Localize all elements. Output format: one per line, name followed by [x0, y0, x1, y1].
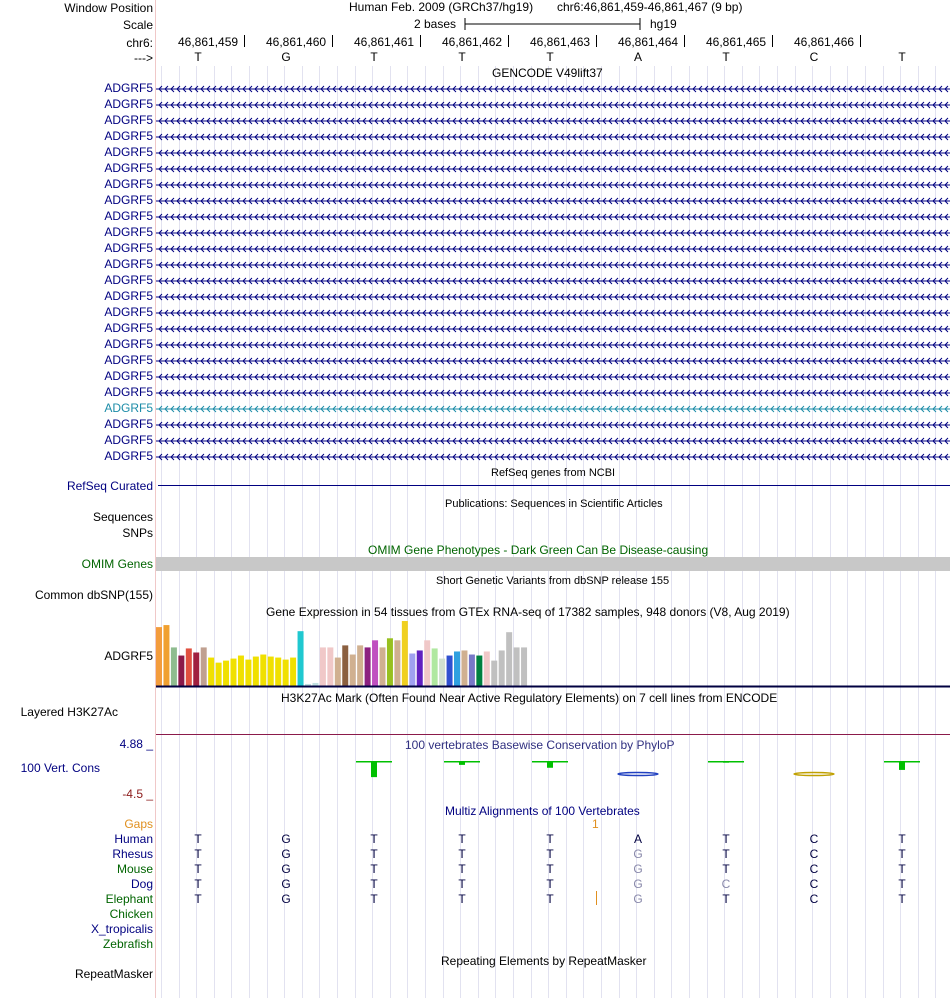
- alignment-base: G: [281, 847, 291, 861]
- ruler-position: 46,861,459: [178, 35, 239, 49]
- gtex-tissue-bar[interactable]: [193, 652, 199, 686]
- gencode-transcript-label[interactable]: ADGRF5: [104, 289, 153, 303]
- gtex-tissue-bar[interactable]: [439, 659, 445, 686]
- gtex-tissue-bar[interactable]: [201, 647, 207, 686]
- gtex-tissue-bar[interactable]: [171, 647, 177, 686]
- scale-label: Scale: [122, 18, 153, 32]
- gtex-tissue-bar[interactable]: [342, 645, 348, 686]
- ruler-position: 46,861,464: [618, 35, 679, 49]
- scale-db: hg19: [650, 17, 677, 31]
- alignment-base: G: [281, 862, 291, 876]
- alignment-base: T: [194, 832, 202, 846]
- strand-label: --->: [134, 51, 153, 65]
- base-letter: G: [281, 50, 291, 64]
- gtex-tissue-bar[interactable]: [238, 656, 244, 686]
- phylop-min-label: -4.5 _: [122, 787, 153, 801]
- base-letter: T: [458, 50, 466, 64]
- h3k27ac-title: H3K27Ac Mark (Often Found Near Active Regulatory Elements) on 7 cell lines from ENCODE: [281, 691, 778, 705]
- alignment-base: A: [633, 832, 642, 846]
- species-label[interactable]: Dog: [130, 877, 153, 891]
- track-labels: [0, 0, 155, 998]
- dbsnp-label[interactable]: Common dbSNP(155): [34, 588, 153, 602]
- alignment-base: T: [194, 847, 202, 861]
- gtex-tissue-bar[interactable]: [260, 655, 266, 686]
- alignment-base: C: [809, 832, 819, 846]
- alignment-base: T: [898, 832, 906, 846]
- gtex-tissue-bar[interactable]: [216, 663, 222, 686]
- ruler-position: 46,861,465: [706, 35, 767, 49]
- gencode-transcript-label[interactable]: ADGRF5: [104, 449, 153, 463]
- elephant-gap-mark: [596, 891, 597, 905]
- phylop-score-bar[interactable]: [459, 762, 465, 765]
- gencode-transcript-label[interactable]: ADGRF5: [104, 273, 153, 287]
- gtex-tissue-bar[interactable]: [186, 648, 192, 686]
- gencode-transcript-label[interactable]: ADGRF5: [104, 193, 153, 207]
- ruler-position: 46,861,463: [530, 35, 591, 49]
- alignment-base: T: [546, 877, 554, 891]
- gencode-transcript-label[interactable]: ADGRF5: [104, 145, 153, 159]
- phylop-score-bar[interactable]: [899, 762, 905, 770]
- alignment-base: T: [898, 892, 906, 906]
- gencode-title: GENCODE V49lift37: [492, 66, 603, 80]
- alignment-base: G: [281, 892, 291, 906]
- gtex-label[interactable]: ADGRF5: [104, 649, 153, 663]
- gencode-transcript-label[interactable]: ADGRF5: [104, 97, 153, 111]
- species-label[interactable]: Rhesus: [112, 847, 153, 861]
- multiz-title: Multiz Alignments of 100 Vertebrates: [445, 804, 640, 818]
- refseq-label[interactable]: RefSeq Curated: [66, 479, 153, 493]
- window-position-label: Window Position: [64, 1, 153, 15]
- gtex-tissue-bar[interactable]: [298, 631, 304, 686]
- alignment-base: T: [898, 862, 906, 876]
- gtex-tissue-bar[interactable]: [461, 650, 467, 686]
- gtex-title: Gene Expression in 54 tissues from GTEx RNA-seq of 17382 samples, 948 donors (V8, Aug 2019): [266, 605, 790, 619]
- gtex-tissue-bar[interactable]: [454, 651, 460, 686]
- gencode-transcript-label[interactable]: ADGRF5: [104, 369, 153, 383]
- publications-sequences-label[interactable]: Sequences: [92, 510, 153, 524]
- refseq-gene-line[interactable]: [158, 485, 950, 486]
- alignment-base: T: [458, 832, 466, 846]
- phylop-track[interactable]: [156, 752, 950, 792]
- publications-snps-label[interactable]: SNPs: [122, 526, 153, 540]
- phylop-label[interactable]: 100 Vert. Cons: [20, 761, 100, 775]
- gtex-tissue-bar[interactable]: [432, 648, 438, 686]
- gencode-transcript-label[interactable]: ADGRF5: [104, 129, 153, 143]
- base-letter: T: [194, 50, 202, 64]
- ruler-tick: [332, 35, 333, 47]
- gencode-transcript-label[interactable]: ADGRF5: [104, 305, 153, 319]
- gtex-tissue-bar[interactable]: [380, 647, 386, 686]
- alignment-base: T: [546, 892, 554, 906]
- alignment-base: T: [370, 892, 378, 906]
- alignment-base: T: [194, 862, 202, 876]
- alignment-base: T: [370, 877, 378, 891]
- alignment-base: T: [458, 847, 466, 861]
- phylop-score-bar[interactable]: [618, 773, 658, 776]
- chrom-label: chr6:: [126, 36, 153, 50]
- browser-image[interactable]: [156, 0, 950, 998]
- alignment-base: T: [722, 892, 730, 906]
- species-label[interactable]: Zebrafish: [102, 937, 153, 951]
- gencode-transcript-label[interactable]: ADGRF5: [104, 113, 153, 127]
- phylop-score-bar[interactable]: [371, 762, 377, 777]
- gtex-tissue-bar[interactable]: [491, 661, 497, 686]
- gtex-tissue-bar[interactable]: [365, 647, 371, 686]
- gtex-tissue-bar[interactable]: [178, 656, 184, 686]
- alignment-base: T: [546, 862, 554, 876]
- omim-bar[interactable]: [156, 557, 950, 571]
- alignment-base: C: [809, 877, 819, 891]
- gencode-transcript-label[interactable]: ADGRF5: [104, 241, 153, 255]
- alignment-base: G: [633, 862, 643, 876]
- alignment-base: T: [722, 832, 730, 846]
- gtex-tissue-bar[interactable]: [283, 660, 289, 686]
- gencode-transcript-label[interactable]: ADGRF5: [104, 225, 153, 239]
- ruler-tick: [684, 35, 685, 47]
- gencode-transcript-label[interactable]: ADGRF5: [104, 433, 153, 447]
- multiz-gap-mark: 1: [592, 817, 599, 831]
- phylop-max-label: 4.88 _: [119, 737, 153, 751]
- ruler-tick: [596, 35, 597, 47]
- ruler-tick: [860, 35, 861, 47]
- ruler-position: 46,861,462: [442, 35, 503, 49]
- gtex-tissue-bar[interactable]: [320, 647, 326, 686]
- dbsnp-title: Short Genetic Variants from dbSNP release 155: [436, 575, 670, 587]
- gencode-transcript-label[interactable]: ADGRF5: [104, 177, 153, 191]
- alignment-base: T: [458, 862, 466, 876]
- base-letter: A: [633, 50, 642, 64]
- gencode-transcript-label[interactable]: ADGRF5: [104, 353, 153, 367]
- species-label[interactable]: Chicken: [109, 907, 153, 921]
- gtex-tissue-bar[interactable]: [327, 647, 333, 686]
- region-text: chr6:46,861,459-46,861,467 (9 bp): [557, 0, 743, 14]
- alignment-base: T: [458, 877, 466, 891]
- gtex-tissue-bar[interactable]: [268, 657, 274, 686]
- phylop-title: 100 vertebrates Basewise Conservation by PhyloP: [405, 738, 675, 752]
- species-label[interactable]: X_tropicalis: [90, 922, 153, 936]
- gencode-transcript-label[interactable]: ADGRF5: [104, 401, 153, 415]
- alignment-base: G: [633, 892, 643, 906]
- gtex-tissue-bar[interactable]: [253, 657, 259, 686]
- h3k27ac-baseline: [156, 734, 950, 735]
- assembly-title: Human Feb. 2009 (GRCh37/hg19): [349, 0, 534, 14]
- ruler-position: 46,861,461: [354, 35, 415, 49]
- phylop-score-bar[interactable]: [547, 762, 553, 768]
- alignment-base: G: [633, 877, 643, 891]
- gtex-tissue-bar[interactable]: [387, 638, 393, 686]
- gtex-tissue-bar[interactable]: [357, 645, 363, 686]
- alignment-base: C: [809, 892, 819, 906]
- alignment-base: C: [809, 862, 819, 876]
- gtex-tissue-bar[interactable]: [521, 647, 527, 686]
- gtex-tissue-bar[interactable]: [156, 627, 162, 686]
- gtex-tissue-bar[interactable]: [275, 658, 281, 686]
- gtex-chart[interactable]: [156, 620, 950, 690]
- ruler-tick: [772, 35, 773, 47]
- gencode-transcript-label[interactable]: ADGRF5: [104, 209, 153, 223]
- base-letter: T: [722, 50, 730, 64]
- alignment-base: T: [898, 877, 906, 891]
- ruler-tick: [508, 35, 509, 47]
- scale-bar: [464, 17, 644, 31]
- alignment-base: T: [898, 847, 906, 861]
- alignment-base: T: [722, 847, 730, 861]
- gencode-track[interactable]: [156, 80, 950, 464]
- gtex-tissue-bar[interactable]: [350, 655, 356, 686]
- gtex-tissue-bar[interactable]: [447, 656, 453, 686]
- gtex-tissue-bar[interactable]: [394, 640, 400, 686]
- alignment-base: T: [546, 832, 554, 846]
- alignment-base: G: [281, 832, 291, 846]
- alignment-base: T: [546, 847, 554, 861]
- alignment-base: G: [281, 877, 291, 891]
- base-letter: T: [546, 50, 554, 64]
- gtex-tissue-bar[interactable]: [506, 632, 512, 686]
- phylop-score-bar[interactable]: [794, 773, 834, 776]
- gtex-tissue-bar[interactable]: [402, 621, 408, 686]
- gencode-transcript-label[interactable]: ADGRF5: [104, 337, 153, 351]
- alignment-base: T: [370, 862, 378, 876]
- alignment-base: G: [633, 847, 643, 861]
- gtex-tissue-bar[interactable]: [372, 640, 378, 686]
- alignment-base: T: [722, 862, 730, 876]
- repeatmasker-title: Repeating Elements by RepeatMasker: [441, 954, 647, 968]
- species-label[interactable]: Human: [114, 832, 153, 846]
- refseq-title: RefSeq genes from NCBI: [491, 467, 616, 479]
- gtex-tissue-bar[interactable]: [245, 660, 251, 686]
- omim-title: OMIM Gene Phenotypes - Dark Green Can Be Disease-causing: [368, 543, 709, 557]
- gtex-tissue-bar[interactable]: [409, 654, 415, 686]
- scale-text: 2 bases: [414, 17, 457, 31]
- alignment-base: T: [194, 877, 202, 891]
- gencode-transcript-label[interactable]: ADGRF5: [104, 81, 153, 95]
- base-letter: T: [898, 50, 906, 64]
- base-letter: C: [809, 50, 819, 64]
- gtex-tissue-bar[interactable]: [223, 661, 229, 686]
- alignment-base: C: [809, 847, 819, 861]
- gencode-transcript-label[interactable]: ADGRF5: [104, 257, 153, 271]
- alignment-base: T: [194, 892, 202, 906]
- species-label[interactable]: Elephant: [105, 892, 153, 906]
- ruler-position: 46,861,466: [794, 35, 855, 49]
- gtex-tissue-bar[interactable]: [476, 656, 482, 686]
- gtex-tissue-bar[interactable]: [163, 625, 169, 686]
- gtex-tissue-bar[interactable]: [469, 655, 475, 686]
- ruler-position: 46,861,460: [266, 35, 327, 49]
- gtex-tissue-bar[interactable]: [335, 658, 341, 686]
- alignment-base: T: [370, 847, 378, 861]
- gtex-tissue-bar[interactable]: [208, 658, 214, 686]
- gtex-tissue-bar[interactable]: [290, 658, 296, 686]
- repeatmasker-label[interactable]: RepeatMasker: [74, 967, 153, 981]
- h3k27ac-label[interactable]: Layered H3K27Ac: [20, 705, 118, 719]
- multiz-gaps-label: Gaps: [124, 817, 153, 831]
- gencode-transcript-label[interactable]: ADGRF5: [104, 417, 153, 431]
- gtex-tissue-bar[interactable]: [424, 640, 430, 686]
- ruler-tick: [244, 35, 245, 47]
- species-label[interactable]: Mouse: [116, 862, 153, 876]
- gtex-tissue-bar[interactable]: [231, 659, 237, 686]
- phylop-score-bar[interactable]: [723, 762, 729, 763]
- ruler-tick: [420, 35, 421, 47]
- gencode-transcript-label[interactable]: ADGRF5: [104, 385, 153, 399]
- alignment-base: C: [721, 877, 731, 891]
- gencode-transcript-label[interactable]: ADGRF5: [104, 321, 153, 335]
- alignment-base: T: [458, 892, 466, 906]
- gtex-tissue-bar[interactable]: [417, 650, 423, 686]
- publications-title: Publications: Sequences in Scientific Articles: [445, 498, 663, 510]
- base-letter: T: [370, 50, 378, 64]
- alignment-base: T: [370, 832, 378, 846]
- gtex-tissue-bar[interactable]: [514, 647, 520, 686]
- omim-label[interactable]: OMIM Genes: [81, 557, 153, 571]
- gtex-tissue-bar[interactable]: [484, 651, 490, 686]
- gencode-transcript-label[interactable]: ADGRF5: [104, 161, 153, 175]
- gtex-tissue-bar[interactable]: [499, 650, 505, 686]
